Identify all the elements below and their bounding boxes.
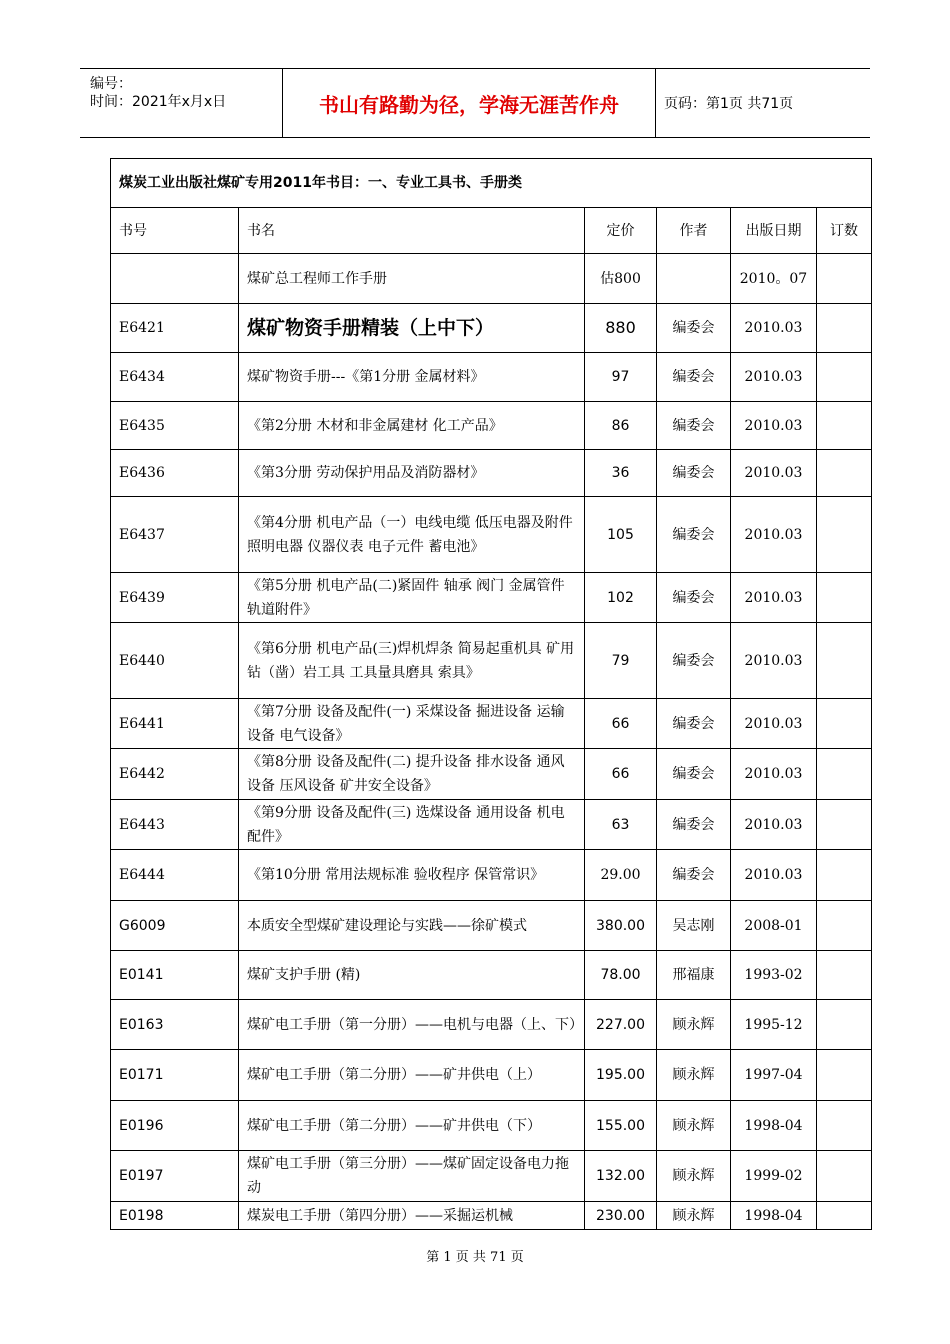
book-price: 29.00 xyxy=(585,850,657,901)
book-code: E0171 xyxy=(111,1050,239,1101)
table-row xyxy=(111,850,872,901)
book-code: E6441 xyxy=(111,699,239,749)
col-header-date: 出版日期 xyxy=(731,208,817,254)
table-row xyxy=(111,573,872,623)
col-header-name: 书名 xyxy=(239,208,585,254)
book-code: E0141 xyxy=(111,951,239,1000)
book-qty xyxy=(817,1000,872,1050)
book-date: 2010.03 xyxy=(731,850,817,901)
header-page-info: 页码：第1页 共71页 xyxy=(664,96,794,112)
book-name: 煤矿电工手册（第三分册）——煤矿固定设备电力拖动 xyxy=(239,1151,585,1202)
book-date: 2010。07 xyxy=(731,254,817,304)
book-code: E6444 xyxy=(111,850,239,901)
book-price: 105 xyxy=(585,497,657,573)
book-code: E6421 xyxy=(111,304,239,353)
book-price: 估800 xyxy=(585,254,657,304)
book-price: 155.00 xyxy=(585,1101,657,1151)
book-name: 《第9分册 设备及配件(三) 选煤设备 通用设备 机电配件》 xyxy=(239,800,585,850)
book-name: 《第7分册 设备及配件(一) 采煤设备 掘进设备 运输设备 电气设备》 xyxy=(239,699,585,749)
col-header-code: 书号 xyxy=(111,208,239,254)
book-qty xyxy=(817,1151,872,1202)
book-author: 编委会 xyxy=(657,304,731,353)
book-date: 1993-02 xyxy=(731,951,817,1000)
book-code: E6442 xyxy=(111,749,239,800)
book-price: 380.00 xyxy=(585,901,657,951)
book-author: 编委会 xyxy=(657,353,731,402)
book-name: 《第4分册 机电产品（一）电线电缆 低压电器及附件 照明电器 仪器仪表 电子元件 蓄电池》 xyxy=(239,497,585,573)
book-name: 《第10分册 常用法规标准 验收程序 保管常识》 xyxy=(239,850,585,901)
book-price: 36 xyxy=(585,450,657,497)
book-name: 煤炭电工手册（第四分册）——采掘运机械 xyxy=(239,1202,585,1230)
table-row xyxy=(111,800,872,850)
book-price: 86 xyxy=(585,402,657,450)
book-qty xyxy=(817,402,872,450)
book-code: E0196 xyxy=(111,1101,239,1151)
book-date: 2010.03 xyxy=(731,699,817,749)
table-row xyxy=(111,450,872,497)
book-author xyxy=(657,254,731,304)
book-price: 66 xyxy=(585,749,657,800)
book-date: 2010.03 xyxy=(731,623,817,699)
table-row xyxy=(111,623,872,699)
book-qty xyxy=(817,450,872,497)
book-qty xyxy=(817,951,872,1000)
table-title: 煤炭工业出版社煤矿专用2011年书目：一、专业工具书、手册类 xyxy=(111,159,872,208)
table-title-row xyxy=(111,159,872,208)
book-qty xyxy=(817,850,872,901)
book-date: 2010.03 xyxy=(731,353,817,402)
book-date: 2010.03 xyxy=(731,304,817,353)
book-code xyxy=(111,254,239,304)
page-header xyxy=(80,68,870,138)
table-row xyxy=(111,1050,872,1101)
book-qty xyxy=(817,304,872,353)
book-author: 顾永辉 xyxy=(657,1101,731,1151)
book-author: 邢福康 xyxy=(657,951,731,1000)
book-author: 编委会 xyxy=(657,699,731,749)
book-qty xyxy=(817,749,872,800)
table-row xyxy=(111,353,872,402)
book-price: 102 xyxy=(585,573,657,623)
book-name: 本质安全型煤矿建设理论与实践——徐矿模式 xyxy=(239,901,585,951)
book-qty xyxy=(817,573,872,623)
book-code: E0197 xyxy=(111,1151,239,1202)
book-date: 1999-02 xyxy=(731,1151,817,1202)
book-price: 195.00 xyxy=(585,1050,657,1101)
book-date: 2010.03 xyxy=(731,573,817,623)
book-price: 66 xyxy=(585,699,657,749)
book-author: 顾永辉 xyxy=(657,1000,731,1050)
book-qty xyxy=(817,901,872,951)
table-header-row xyxy=(111,208,872,254)
book-code: E6435 xyxy=(111,402,239,450)
book-date: 2010.03 xyxy=(731,402,817,450)
book-qty xyxy=(817,254,872,304)
book-name: 煤矿支护手册 (精) xyxy=(239,951,585,1000)
book-code: E6436 xyxy=(111,450,239,497)
book-code: G6009 xyxy=(111,901,239,951)
book-price: 63 xyxy=(585,800,657,850)
book-code: E6434 xyxy=(111,353,239,402)
book-name: 煤矿物资手册---《第1分册 金属材料》 xyxy=(239,353,585,402)
book-qty xyxy=(817,699,872,749)
col-header-author: 作者 xyxy=(657,208,731,254)
table-row xyxy=(111,402,872,450)
table-row xyxy=(111,1101,872,1151)
header-motto: 书山有路勤为径，学海无涯苦作舟 xyxy=(282,69,656,137)
book-qty xyxy=(817,353,872,402)
table-row xyxy=(111,254,872,304)
table-row xyxy=(111,1000,872,1050)
book-code: E6439 xyxy=(111,573,239,623)
book-price: 132.00 xyxy=(585,1151,657,1202)
book-qty xyxy=(817,1101,872,1151)
book-author: 编委会 xyxy=(657,450,731,497)
number-label: 编号： xyxy=(90,76,132,92)
table-row xyxy=(111,699,872,749)
table-row xyxy=(111,901,872,951)
book-author: 编委会 xyxy=(657,573,731,623)
book-author: 编委会 xyxy=(657,800,731,850)
book-date: 1995-12 xyxy=(731,1000,817,1050)
table-row xyxy=(111,304,872,353)
book-price: 97 xyxy=(585,353,657,402)
book-date: 2010.03 xyxy=(731,800,817,850)
book-date: 1997-04 xyxy=(731,1050,817,1101)
page-footer: 第 1 页 共 71 页 xyxy=(426,1250,524,1265)
book-code: E6440 xyxy=(111,623,239,699)
book-author: 编委会 xyxy=(657,850,731,901)
col-header-price: 定价 xyxy=(585,208,657,254)
book-date: 2010.03 xyxy=(731,497,817,573)
book-qty xyxy=(817,623,872,699)
book-date: 2008-01 xyxy=(731,901,817,951)
book-catalog-table xyxy=(110,158,872,1230)
book-price: 880 xyxy=(585,304,657,353)
book-date: 2010.03 xyxy=(731,450,817,497)
book-code: E6437 xyxy=(111,497,239,573)
book-price: 79 xyxy=(585,623,657,699)
book-code: E0163 xyxy=(111,1000,239,1050)
book-code: E0198 xyxy=(111,1202,239,1230)
table-row xyxy=(111,749,872,800)
book-price: 227.00 xyxy=(585,1000,657,1050)
book-name: 《第6分册 机电产品(三)焊机焊条 简易起重机具 矿用钻（凿）岩工具 工具量具磨具 索具》 xyxy=(239,623,585,699)
book-qty xyxy=(817,800,872,850)
book-name: 《第2分册 木材和非金属建材 化工产品》 xyxy=(239,402,585,450)
book-price: 230.00 xyxy=(585,1202,657,1230)
book-author: 顾永辉 xyxy=(657,1151,731,1202)
book-qty xyxy=(817,1050,872,1101)
book-name: 煤矿电工手册（第二分册）——矿井供电（下） xyxy=(239,1101,585,1151)
book-author: 编委会 xyxy=(657,402,731,450)
book-date: 2010.03 xyxy=(731,749,817,800)
book-price: 78.00 xyxy=(585,951,657,1000)
book-date: 1998-04 xyxy=(731,1202,817,1230)
book-name: 《第8分册 设备及配件(二) 提升设备 排水设备 通风设备 压风设备 矿井安全设备》 xyxy=(239,749,585,800)
book-author: 编委会 xyxy=(657,623,731,699)
table-row xyxy=(111,1202,872,1230)
book-author: 顾永辉 xyxy=(657,1050,731,1101)
book-name: 煤矿电工手册（第二分册）——矿井供电（上） xyxy=(239,1050,585,1101)
book-author: 编委会 xyxy=(657,497,731,573)
book-author: 吴志刚 xyxy=(657,901,731,951)
book-author: 顾永辉 xyxy=(657,1202,731,1230)
book-name: 《第3分册 劳动保护用品及消防器材》 xyxy=(239,450,585,497)
col-header-qty: 订数 xyxy=(817,208,872,254)
table-row xyxy=(111,1151,872,1202)
book-qty xyxy=(817,1202,872,1230)
book-name: 煤矿物资手册精装（上中下） xyxy=(239,304,585,353)
book-qty xyxy=(817,497,872,573)
book-code: E6443 xyxy=(111,800,239,850)
book-name: 《第5分册 机电产品(二)紧固件 轴承 阀门 金属管件 轨道附件》 xyxy=(239,573,585,623)
book-name: 煤矿总工程师工作手册 xyxy=(239,254,585,304)
time-label: 时间：2021年x月x日 xyxy=(90,94,227,110)
header-meta xyxy=(80,69,282,137)
table-row xyxy=(111,951,872,1000)
book-author: 编委会 xyxy=(657,749,731,800)
book-name: 煤矿电工手册（第一分册）——电机与电器（上、下） xyxy=(239,1000,585,1050)
table-row xyxy=(111,497,872,573)
book-date: 1998-04 xyxy=(731,1101,817,1151)
